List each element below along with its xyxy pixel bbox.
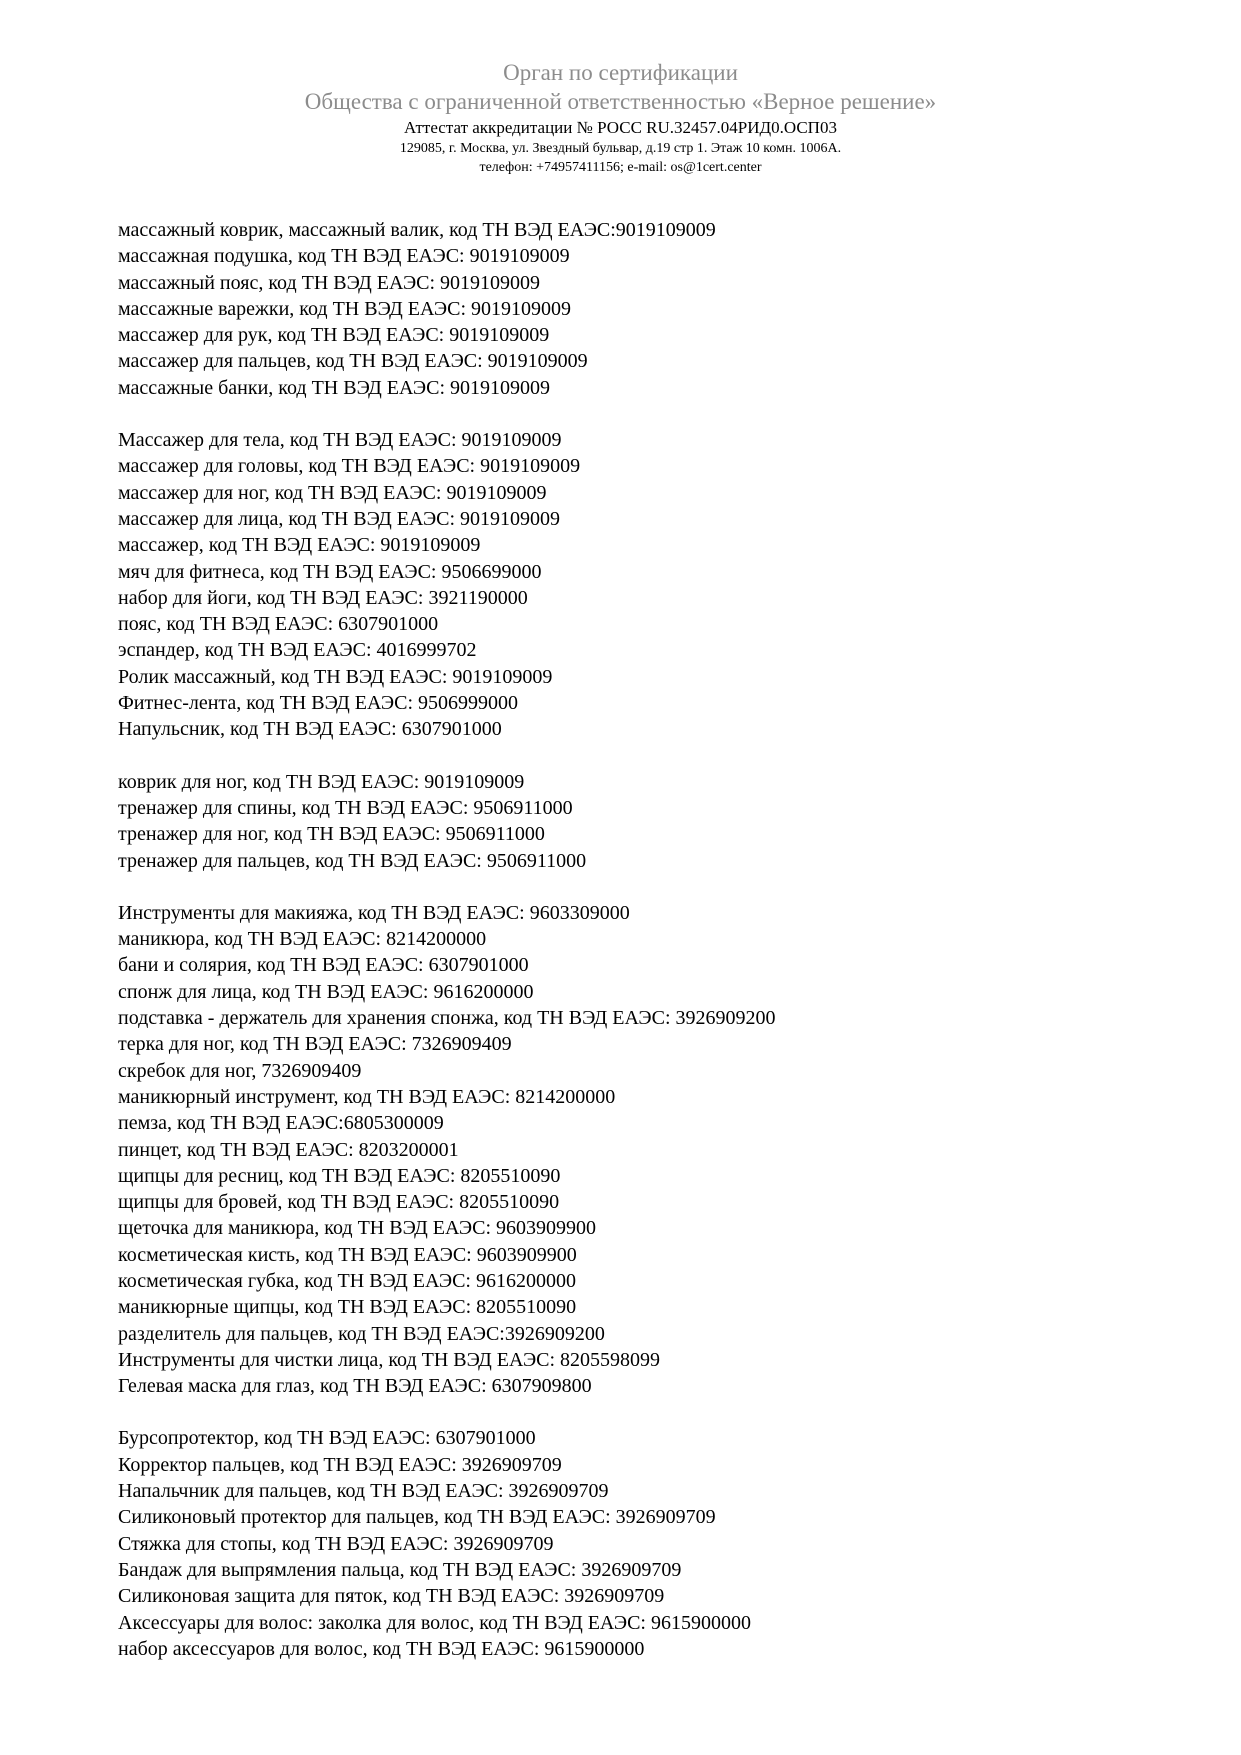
product-line: массажная подушка, код ТН ВЭД ЕАЭС: 9019109009 — [118, 245, 570, 268]
org-address: 129085, г. Москва, ул. Звездный бульвар, д.19 стр 1. Этаж 10 комн. 1006А. — [399, 141, 842, 156]
product-line: Фитнес-лента, код ТН ВЭД ЕАЭС: 9506999000 — [118, 692, 519, 715]
org-title-line-1: Орган по сертификации — [503, 60, 738, 85]
product-line: Напальчник для пальцев, код ТН ВЭД ЕАЭС: 3926909709 — [118, 1480, 609, 1503]
product-line: массажер для рук, код ТН ВЭД ЕАЭС: 9019109009 — [118, 324, 550, 347]
product-line: маникюра, код ТН ВЭД ЕАЭС: 8214200000 — [118, 928, 487, 951]
product-line: пинцет, код ТН ВЭД ЕАЭС: 8203200001 — [118, 1138, 459, 1161]
product-line: Инструменты для макияжа, код ТН ВЭД ЕАЭС: 9603309000 — [118, 901, 630, 924]
product-line: коврик для ног, код ТН ВЭД ЕАЭС: 9019109009 — [118, 770, 525, 793]
product-line: массажный коврик, массажный валик, код ТН ВЭД ЕАЭС:9019109009 — [118, 219, 716, 241]
product-line: Корректор пальцев, код ТН ВЭД ЕАЭС: 3926909709 — [118, 1453, 562, 1476]
product-line: разделитель для пальцев, код ТН ВЭД ЕАЭС:3926909200 — [118, 1322, 605, 1345]
product-line: пояс, код ТН ВЭД ЕАЭС: 6307901000 — [118, 613, 439, 636]
product-line: Силиконовый протектор для пальцев, код ТН ВЭД ЕАЭС: 3926909709 — [118, 1506, 716, 1529]
product-line: массажер для лица, код ТН ВЭД ЕАЭС: 9019109009 — [118, 507, 561, 530]
product-line: тренажер для спины, код ТН ВЭД ЕАЭС: 9506911000 — [118, 796, 573, 819]
product-line: тренажер для ног, код ТН ВЭД ЕАЭС: 9506911000 — [118, 823, 545, 846]
product-list — [118, 217, 1168, 1688]
product-line: спонж для лица, код ТН ВЭД ЕАЭС: 9616200000 — [118, 980, 534, 1003]
org-contacts: телефон: +74957411156; e-mail: os@1cert.center — [479, 160, 762, 175]
product-group — [118, 217, 1168, 401]
product-line: щипцы для бровей, код ТН ВЭД ЕАЭС: 8205510090 — [118, 1191, 560, 1214]
product-line: массажер для головы, код ТН ВЭД ЕАЭС: 9019109009 — [118, 455, 581, 478]
product-line: эспандер, код ТН ВЭД ЕАЭС: 4016999702 — [118, 639, 477, 662]
product-line: Инструменты для чистки лица, код ТН ВЭД ЕАЭС: 8205598099 — [118, 1348, 661, 1371]
product-line: терка для ног, код ТН ВЭД ЕАЭС: 7326909409 — [118, 1033, 512, 1056]
product-line: Напульсник, код ТН ВЭД ЕАЭС: 6307901000 — [118, 718, 502, 741]
product-group — [118, 1425, 1168, 1662]
product-line: щеточка для маникюра, код ТН ВЭД ЕАЭС: 9603909900 — [118, 1217, 597, 1240]
product-line: массажер для ног, код ТН ВЭД ЕАЭС: 9019109009 — [118, 481, 547, 504]
product-line: маникюрный инструмент, код ТН ВЭД ЕАЭС: 8214200000 — [118, 1085, 616, 1108]
product-line: массажные варежки, код ТН ВЭД ЕАЭС: 9019109009 — [118, 297, 572, 320]
product-line: пемза, код ТН ВЭД ЕАЭС:6805300009 — [118, 1112, 444, 1135]
product-line: Бурсопротектор, код ТН ВЭД ЕАЭС: 6307901000 — [118, 1427, 536, 1450]
product-line: Силиконовая защита для пяток, код ТН ВЭД ЕАЭС: 3926909709 — [118, 1585, 665, 1608]
product-line: Аксессуары для волос: заколка для волос, код ТН ВЭД ЕАЭС: 9615900000 — [118, 1611, 751, 1634]
product-line: щипцы для ресниц, код ТН ВЭД ЕАЭС: 8205510090 — [118, 1164, 561, 1187]
product-line: массажные банки, код ТН ВЭД ЕАЭС: 9019109009 — [118, 376, 551, 399]
product-line: маникюрные щипцы, код ТН ВЭД ЕАЭС: 8205510090 — [118, 1296, 577, 1319]
product-line: массажер для пальцев, код ТН ВЭД ЕАЭС: 9019109009 — [118, 350, 588, 373]
product-line: Стяжка для стопы, код ТН ВЭД ЕАЭС: 3926909709 — [118, 1532, 554, 1555]
product-line: Ролик массажный, код ТН ВЭД ЕАЭС: 9019109009 — [118, 665, 553, 688]
accreditation-number: Аттестат аккредитации № РОСС RU.32457.04РИД0.ОСП03 — [404, 118, 837, 137]
product-line: подставка - держатель для хранения спонжа, код ТН ВЭД ЕАЭС: 3926909200 — [118, 1007, 776, 1030]
product-line: Бандаж для выпрямления пальца, код ТН ВЭД ЕАЭС: 3926909709 — [118, 1558, 682, 1581]
product-group — [118, 427, 1168, 743]
product-line: мяч для фитнеса, код ТН ВЭД ЕАЭС: 9506699000 — [118, 560, 542, 583]
product-line: Массажер для тела, код ТН ВЭД ЕАЭС: 9019109009 — [118, 429, 562, 452]
product-line: набор аксессуаров для волос, код ТН ВЭД ЕАЭС: 9615900000 — [118, 1637, 645, 1660]
product-line: массажный пояс, код ТН ВЭД ЕАЭС: 9019109009 — [118, 271, 541, 294]
product-line: скребок для ног, 7326909409 — [118, 1059, 362, 1082]
org-title-line-2: Общества с ограниченной ответственностью «Верное решение» — [304, 89, 937, 114]
product-line: Гелевая маска для глаз, код ТН ВЭД ЕАЭС: 6307909800 — [118, 1375, 592, 1398]
product-line: бани и солярия, код ТН ВЭД ЕАЭС: 6307901000 — [118, 954, 529, 977]
product-line: набор для йоги, код ТН ВЭД ЕАЭС: 3921190000 — [118, 586, 528, 609]
product-line: тренажер для пальцев, код ТН ВЭД ЕАЭС: 9506911000 — [118, 849, 587, 872]
product-line: косметическая кисть, код ТН ВЭД ЕАЭС: 9603909900 — [118, 1243, 577, 1266]
product-group — [118, 769, 1168, 874]
product-group — [118, 900, 1168, 1400]
product-line: массажер, код ТН ВЭД ЕАЭС: 9019109009 — [118, 534, 481, 557]
product-line: косметическая губка, код ТН ВЭД ЕАЭС: 9616200000 — [118, 1269, 576, 1292]
